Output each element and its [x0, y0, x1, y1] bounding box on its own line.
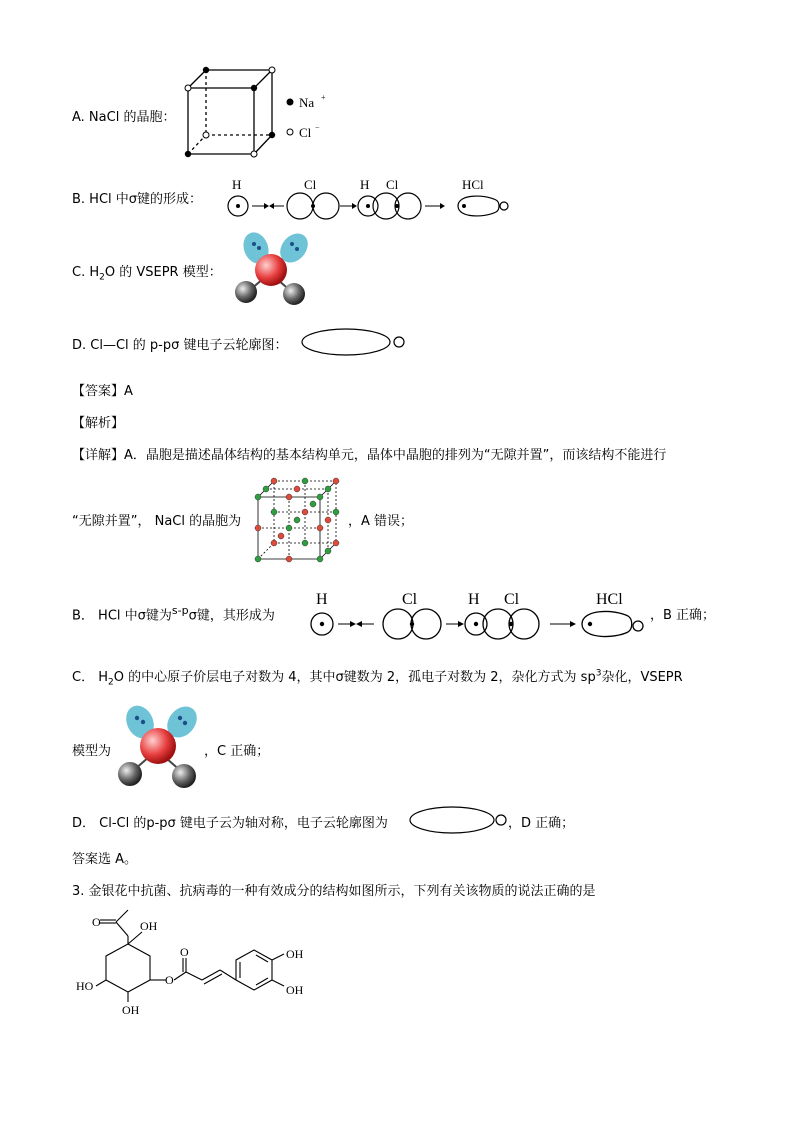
cl-cl-pp-sigma-contour	[298, 326, 410, 358]
hcl-sigma-formation-diagram	[222, 176, 522, 224]
svg-text:−: −	[315, 123, 320, 132]
detail-b-post: ，B 正确；	[650, 608, 716, 623]
detail-d-post: ，D 正确；	[508, 816, 575, 831]
nacl-full-lattice-diagram	[250, 473, 346, 565]
molecule-structure	[70, 906, 350, 1036]
nacl-legend	[284, 92, 334, 142]
svg-text:Cl: Cl	[504, 591, 520, 608]
svg-text:Cl: Cl	[386, 177, 399, 192]
hcl-sigma-formation-detail-diagram	[306, 588, 646, 642]
h2o-vsepr-model-detail	[112, 700, 202, 790]
h2o-vsepr-model	[226, 228, 316, 308]
svg-text:Cl: Cl	[402, 591, 418, 608]
option-c-label: C. $H_2O$ 的 VSEPR 模型：	[72, 265, 222, 283]
svg-text:OH: OH	[286, 983, 304, 997]
detail-c-line2-post: ，C 正确；	[204, 744, 270, 759]
svg-text:Cl: Cl	[304, 177, 317, 192]
svg-text:OH: OH	[122, 1003, 140, 1017]
detail-d-line: D． Cl-Cl 的p-pσ 键电子云为轴对称，电子云轮廓图为	[72, 816, 388, 831]
svg-text:HCl: HCl	[596, 591, 623, 608]
svg-text:H: H	[232, 177, 242, 192]
detail-a-line1: 【详解】A．晶胞是描述晶体结构的基本结构单元，晶体中晶胞的排列为“无隙并置”，而该结构不能进行	[72, 448, 667, 463]
detail-a-line2-post: ，A 错误；	[348, 514, 414, 529]
detail-c-line1: C． $H_2O$ 的中心原子价层电子对数为 4，其中σ键数为 2，孤电子对数为 2，杂化方式为 $sp^3$杂化，VSEPR	[72, 668, 683, 688]
svg-text:Na: Na	[299, 95, 315, 110]
option-a-label: A. NaCl 的晶胞：	[72, 110, 176, 125]
svg-text:O: O	[165, 973, 174, 987]
final-answer: 答案选 A。	[72, 852, 138, 867]
analysis-title: 【解析】	[72, 416, 125, 431]
svg-text:H: H	[468, 591, 480, 608]
question-3: 3. 金银花中抗菌、抗病毒的一种有效成分的结构如图所示，下列有关该物质的说法正确的是	[72, 884, 596, 899]
svg-text:O: O	[92, 915, 101, 929]
detail-b-line: B． HCl 中σ键为$^{s-p}$σ键，其形成为	[72, 604, 275, 624]
svg-text:Cl: Cl	[299, 125, 312, 140]
svg-text:O: O	[180, 945, 189, 959]
option-b-label: B. HCl 中σ键的形成：	[72, 192, 203, 207]
cl-cl-pp-sigma-contour-detail	[406, 804, 510, 836]
svg-text:HCl: HCl	[462, 177, 484, 192]
svg-text:HO: HO	[76, 979, 94, 993]
svg-text:H: H	[316, 591, 328, 608]
svg-text:+: +	[321, 93, 326, 102]
svg-text:OH: OH	[286, 947, 304, 961]
option-d-label: D. Cl—Cl 的 p-pσ 键电子云轮廓图：	[72, 338, 288, 353]
detail-c-line2-pre: 模型为	[72, 744, 112, 759]
svg-text:H: H	[360, 177, 370, 192]
answer-line: 【答案】A	[72, 384, 133, 399]
svg-text:OH: OH	[140, 919, 158, 933]
detail-a-line2: “无隙并置”， NaCl 的晶胞为	[72, 514, 242, 529]
